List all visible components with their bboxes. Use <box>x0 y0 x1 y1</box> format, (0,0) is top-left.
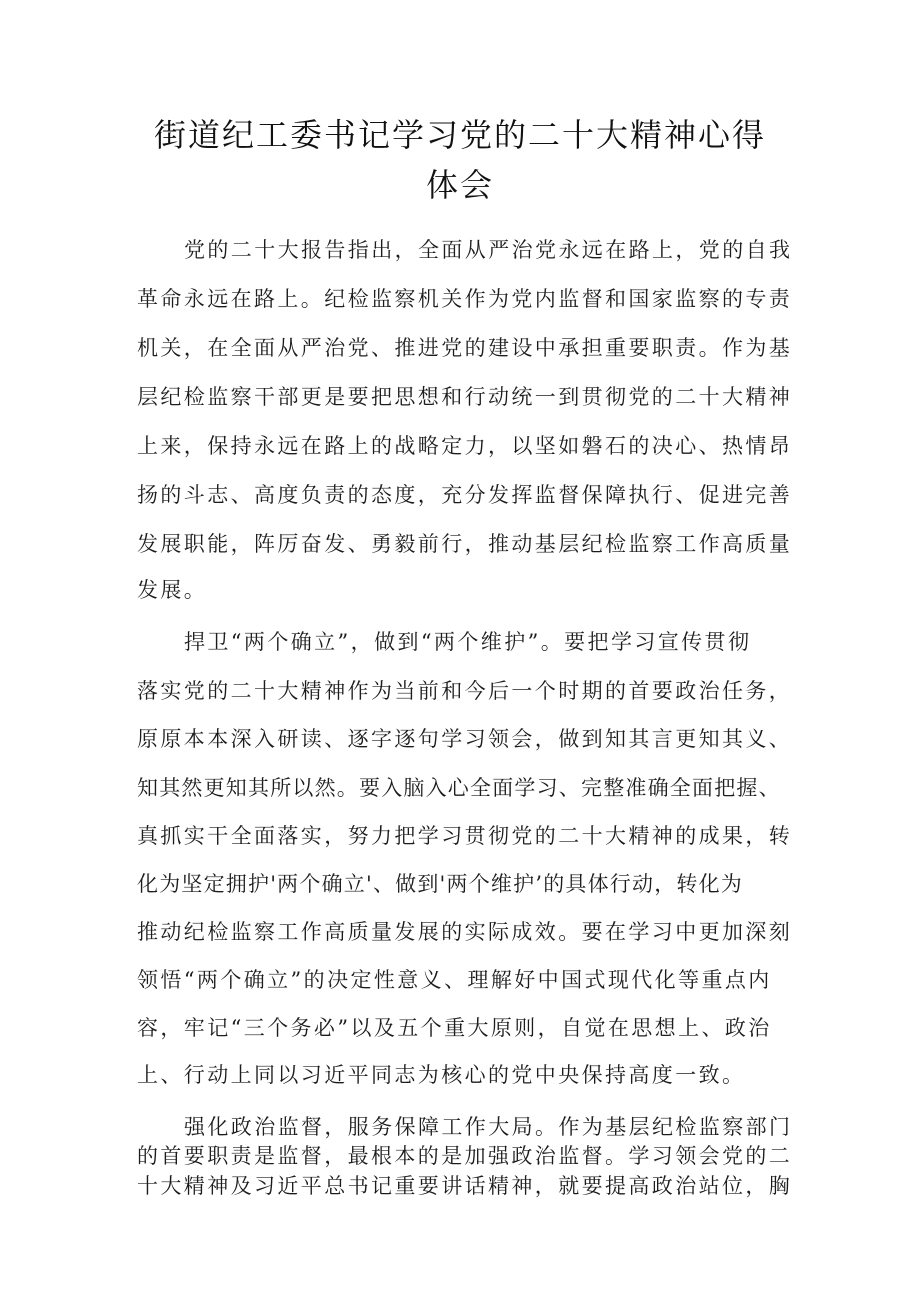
paragraph-line: 上来，保持永远在路上的战略定力，以坚如磐石的决心、热情昂 <box>137 434 793 458</box>
paragraph-line: 落实党的二十大精神作为当前和今后一个时期的首要政治任务， <box>137 679 793 703</box>
paragraph-line: 发展。 <box>137 578 208 602</box>
paragraph-line: 的首要职责是监督，最根本的是加强政治监督。学习领会党的二 <box>137 1144 793 1168</box>
document-title-line-1: 街道纪工委书记学习党的二十大精神心得 <box>153 116 766 154</box>
paragraph-line: 知其然更知其所以然。要入脑入心全面学习、完整准确全面把握、 <box>137 776 781 800</box>
document-title-line-2: 体会 <box>425 166 494 204</box>
paragraph-line: 革命永远在路上。纪检监察机关作为党内监督和国家监察的专责 <box>137 287 793 311</box>
paragraph-line: 真抓实干全面落实，努力把学习贯彻党的二十大精神的成果，转 <box>137 824 793 848</box>
paragraph-line: 化为坚定拥护'两个确立'、做到'两个维护’的具体行动，转化为 <box>137 872 743 896</box>
paragraph-line: 强化政治监督，服务保障工作大局。作为基层纪检监察部门 <box>184 1115 793 1139</box>
paragraph-line: 上、行动上同以习近平同志为核心的党中央保持高度一致。 <box>137 1063 746 1087</box>
paragraph-line: 十大精神及习近平总书记重要讲话精神，就要提高政治站位，胸 <box>137 1174 793 1198</box>
paragraph-line: 机关，在全面从严治党、推进党的建设中承担重要职责。作为基 <box>137 336 793 360</box>
paragraph-line: 层纪检监察干部更是要把思想和行动统一到贯彻党的二十大精神 <box>137 385 793 409</box>
paragraph-line: 领悟“两个确立”的决定性意义、理解好中国式现代化等重点内 <box>137 968 772 992</box>
paragraph-line: 捍卫“两个确立”，做到“两个维护”。要把学习宣传贯彻 <box>184 630 752 654</box>
paragraph-line: 原原本本深入研读、逐字逐句学习领会，做到知其言更知其义、 <box>137 727 793 751</box>
paragraph-line: 扬的斗志、高度负责的态度，充分发挥监督保障执行、促进完善 <box>137 483 793 507</box>
paragraph-line: 容，牢记“三个务必”以及五个重大原则，自觉在思想上、政治 <box>137 1016 772 1040</box>
paragraph-line: 党的二十大报告指出，全面从严治党永远在路上，党的自我 <box>184 238 793 262</box>
paragraph-line: 发展职能，阵厉奋发、勇毅前行，推动基层纪检监察工作高质量 <box>137 532 793 556</box>
paragraph-line: 推动纪检监察工作高质量发展的实际成效。要在学习中更加深刻 <box>137 920 793 944</box>
